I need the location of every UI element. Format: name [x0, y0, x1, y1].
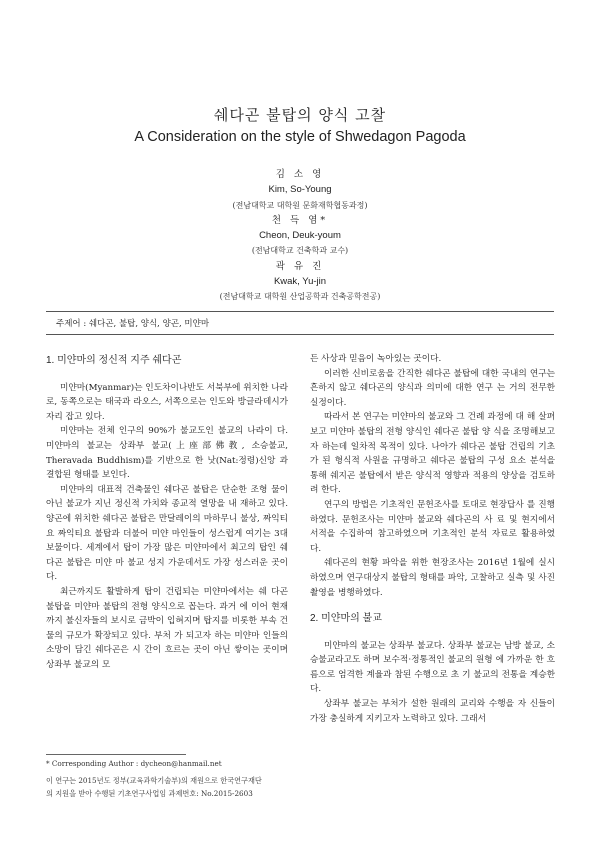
author-name-english: Cheon, Deuk-youm [259, 230, 341, 242]
text-line: 쉐다곤 불탑 건립의 기초가 된 형식적 사원을 규명하고 [310, 441, 555, 467]
funding-note-line: 의 지원을 받아 수행된 기초연구사업임 과제번호: No.2015-2603 [46, 788, 253, 798]
paragraph [310, 352, 555, 367]
text-line: 든 사상과 믿음이 녹아있는 곳이다. [310, 354, 442, 364]
paragraph [310, 498, 555, 556]
text-line: 나라로, 동쪽으로는 태국과 라오스, 서쪽으로는 인도와 [46, 382, 288, 408]
author-affiliation: (전남대학교 건축학과 교수) [251, 246, 349, 256]
text-line: 에 이어 현재까지 불신자들의 보시로 금박이 입혀지며 [46, 601, 288, 627]
paragraph [46, 381, 288, 425]
text-line: 물이 아닌 불교가 지닌 정신적 가치와 종교적 열망을 내 [46, 484, 288, 510]
text-line: 를 진행하였다. 문헌조사는 미얀마 불교와 쉐다곤의 사 [310, 499, 555, 525]
text-line: 식을 조명해보고자 하는데 일차적 목적이 있다. 나아가 [310, 426, 556, 452]
author-name-korean: 곽 유 진 [275, 260, 325, 272]
funding-note [46, 775, 291, 800]
text-line: 최근까지도 활발하게 탑이 건립되는 미얀마에서는 쉐 [60, 586, 267, 597]
paragraph [310, 410, 555, 498]
text-line: 미얀마(Myanmar)는 인도차이나반도 서북부에 위치한 [60, 382, 269, 393]
text-line: 해 살펴보고 미얀마 불탑의 전형 양식인 쉐다곤 불탑 양 [310, 412, 555, 437]
title-english: A Consideration on the style of Shwedagon Pagoda [134, 129, 466, 145]
author-name-english: Kwak, Yu-jin [273, 276, 327, 288]
text-line: 상좌부 불교는 부처가 설한 원래의 교리와 수행을 자 [324, 699, 527, 710]
funding-note-line: 이 연구는 2015년도 정부(교육과학기술부)의 재원으로 한국연구재단 [46, 776, 262, 786]
right-column [310, 352, 555, 726]
footnote-block [46, 758, 291, 800]
author-name-english: Kim, So-Young [268, 184, 332, 196]
text-line: 미얀마의 불교는 상좌부 불교다. 상좌부 불교는 남방 [324, 640, 522, 651]
text-line: Theravada Buddhism)를 기반으로 한 낫(Nat:정령)신앙 [46, 455, 276, 466]
text-line: 미얀마의 대표적 건축물인 쉐다곤 불탑은 단순한 조형 [60, 484, 268, 495]
corresponding-author-note: * Corresponding Author : dycheon@hanmail.net [46, 759, 222, 768]
author-affiliation: (전남대학교 대학원 산업공학과 건축공학전공) [219, 292, 381, 302]
text-line: 과 결합된 형태를 보인다. [46, 455, 289, 481]
section-heading: 1. 미얀마의 정신적 지주 쉐다곤 [46, 355, 182, 366]
text-line: 이러한 신비로움을 간직한 쉐다곤 불탑에 대한 국내의 [324, 368, 527, 379]
text-line: 는 거의 전무한 실정이다. [310, 383, 555, 408]
text-line: 가장 많은 미얀마에서 최고의 탑인 쉐다곤 불탑은 미얀 [46, 543, 288, 568]
paragraph [310, 556, 555, 600]
text-line: 연구는 흔하지 않고 쉐다곤의 양식과 의미에 대한 연구 [310, 368, 555, 394]
text-line: 다. 미얀마의 불교는 상좌부 불교(上座部佛教, 소승불교, [46, 426, 288, 451]
text-line: 쉐다곤의 현황 파악을 위한 현장조사는 2016년 1월에 [324, 558, 535, 569]
text-line: 불교, 소승불교라고도 하며 보수적·정통적인 불교의 원형 [310, 640, 555, 666]
text-line: 기 불교의 전통을 계승한다. [310, 669, 555, 695]
text-line: 마인들이 성스럽게 여기는 3대 보물이다. 세계에서 탑이 [46, 528, 288, 554]
text-line: 분석 자료로 활용하였다. [310, 529, 555, 554]
footnote-divider [46, 754, 186, 755]
text-line: 실측 및 사진촬영을 병행하였다. [310, 572, 555, 598]
text-line: 료 및 현지에서 서적을 수집하여 참고하였으며 기초적인 [310, 514, 555, 540]
text-line: 쉐다곤 불탑의 구성 요소 분석을 통해 쉐지곤 불탑에서 [310, 456, 555, 481]
author-block [0, 167, 600, 305]
text-line: 마 불교 성지 가운데서도 가장 성스러운 곳이다. [46, 557, 288, 583]
text-line: 마하무니 불상, 짜익티요 짜익티요 불탑과 더불어 미얀 [46, 513, 288, 539]
text-line: 받은 양식적 영향과 적용의 양상을 검토하려 한다. [310, 470, 555, 496]
paragraph [46, 483, 288, 585]
paragraph [310, 697, 555, 726]
author-name-korean: 김 소 영 [275, 169, 325, 180]
text-line: 신들이 가장 충실하게 지키고자 노력하고 있다. 그래서 [310, 699, 555, 724]
section-heading: 2. 미얀마의 불교 [310, 613, 382, 625]
paragraph [310, 639, 555, 697]
text-line: 방글라데시가 자리 잡고 있다. [46, 397, 288, 422]
left-column [46, 352, 288, 672]
text-line: 따라서 본 연구는 미얀마의 불교와 그 건례 과정에 대 [324, 412, 524, 423]
author-affiliation: (전남대학교 대학원 문화재학협동과정) [232, 200, 368, 210]
text-line: 탑지를 비롯한 부속 건물의 규모가 확장되고 있다. 부처 [46, 616, 288, 641]
text-line: 간이 흐르는 곳이 아닌 쌓이는 곳이며 상좌부 불교의 모 [46, 645, 288, 670]
text-line: 가 되고자 하는 미얀마 인들의 소망이 담긴 쉐다곤은 시 [46, 630, 288, 656]
paragraph [46, 585, 288, 673]
text-line: 연구의 방법은 기초적인 문헌조사를 토대로 현장답사 [324, 499, 524, 510]
text-line: 미얀마는 전체 인구의 90%가 불교도인 불교의 나라이 [60, 426, 273, 437]
text-line: 다곤 불탑을 미얀마 불탑의 전형 양식으로 꼽는다. 과거 [46, 586, 289, 612]
author-name-korean: 천 득 염* [271, 214, 329, 226]
text-line: 에 가까운 한 흐름으로 엄격한 계율과 참된 수행으로 초 [310, 655, 556, 680]
text-line: 재하고 있다. 양곤에 위치한 쉐다곤 불탑은 만달레이의 [46, 499, 289, 524]
title-korean: 쉐다곤 불탑의 양식 고찰 [213, 106, 387, 124]
paragraph [310, 367, 555, 411]
keywords-box: 주제어 : 쉐다곤, 불탑, 양식, 양곤, 미얀마 [46, 311, 554, 335]
text-line: 실시하였으며 연구대상지 불탑의 형태를 파악, 고찰하고 [310, 558, 555, 583]
paragraph [46, 424, 288, 482]
